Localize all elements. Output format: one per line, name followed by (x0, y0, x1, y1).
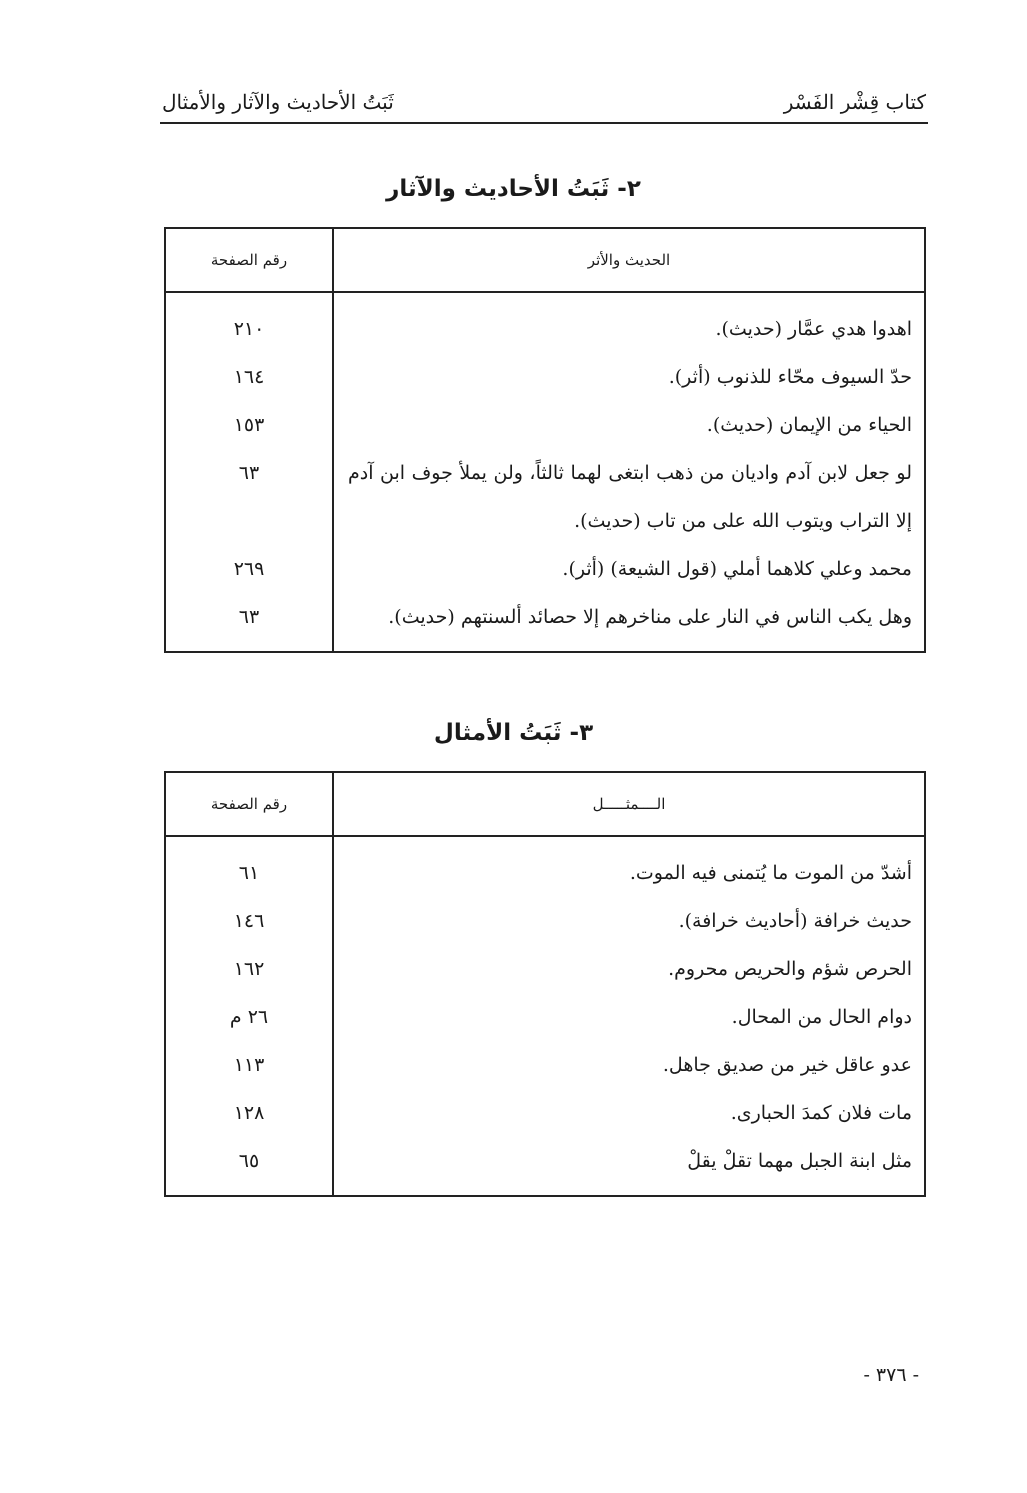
proverbs-section-title: ٣- ثَبَتُ الأمثال (433, 720, 594, 746)
proverb-entry: أشدّ من الموت ما يُتمنى فيه الموت. (629, 862, 912, 884)
page-number-cell: ٢١٠ (233, 318, 265, 340)
running-header (160, 86, 928, 124)
hadith-entry: حدّ السيوف محّاء للذنوب (أثر). (668, 366, 912, 388)
page-number-cell: ١٦٢ (233, 958, 265, 980)
hadith-table-header (166, 229, 924, 293)
proverb-text-column (334, 837, 924, 1195)
page-number-cell: ١٥٣ (233, 414, 265, 436)
hadith-column-header: الحديث والأثر (587, 251, 671, 269)
proverb-entry: عدو عاقل خير من صديق جاهل. (662, 1054, 912, 1076)
running-section-title: ثَبَتُ الأحاديث والآثار والأمثال (162, 90, 394, 114)
proverbs-table-body (166, 837, 924, 1195)
page-number-cell: ٦٣ (238, 462, 260, 484)
hadith-entry: محمد وعلي كلاهما أملي (قول الشيعة) (أثر). (562, 558, 912, 580)
proverb-entry: مثل ابنة الجبل مهما تقلْ يقلْ (687, 1150, 912, 1172)
proverbs-table-header (166, 773, 924, 837)
hadith-page-column (166, 293, 334, 651)
proverb-entry: حديث خرافة (أحاديث خرافة). (678, 910, 912, 932)
hadith-entry: وهل يكب الناس في النار على مناخرهم إلا حصائد ألسنتهم (حديث). (388, 606, 912, 628)
proverb-page-column (166, 837, 334, 1195)
book-title: كتاب قِشْر الفَسْر (783, 90, 926, 114)
hadith-text-column (334, 293, 924, 651)
page-number-cell: ٦٥ (238, 1150, 260, 1172)
hadith-section-title: ٢- ثَبَتُ الأحاديث والآثار (386, 176, 641, 202)
page-column-header: رقم الصفحة (166, 773, 334, 835)
page-number-cell: ١٤٦ (233, 910, 265, 932)
hadith-table (164, 227, 926, 653)
page-number: - ٣٧٦ - (863, 1364, 919, 1386)
hadith-table-body (166, 293, 924, 651)
page-number-cell: ٦١ (238, 862, 260, 884)
page-number-cell: ١٢٨ (233, 1102, 265, 1124)
proverbs-table (164, 771, 926, 1197)
proverb-entry: دوام الحال من المحال. (731, 1006, 912, 1028)
page-number-cell: ٦٣ (238, 606, 260, 628)
page-number-cell: ١١٣ (233, 1054, 265, 1076)
hadith-entry: اهدوا هدي عمَّار (حديث). (715, 318, 912, 340)
proverb-column-header: الــــمثـــــل (592, 795, 666, 813)
page-number-cell: ١٦٤ (233, 366, 265, 388)
page-number-cell: ٢٦ م (229, 1006, 269, 1028)
page-column-header: رقم الصفحة (166, 229, 334, 291)
hadith-entry: لو جعل لابن آدم واديان من ذهب ابتغى لهما ثالثاً، ولن يملأ جوف ابن آدم إلا التراب ويتوب الله على من تاب (حديث). (348, 462, 912, 532)
hadith-entry: الحياء من الإيمان (حديث). (706, 414, 912, 436)
proverb-entry: مات فلان كمدَ الحبارى. (730, 1102, 912, 1124)
page-number-cell: ٢٦٩ (233, 558, 265, 580)
proverb-entry: الحرص شؤم والحريص محروم. (668, 958, 912, 980)
